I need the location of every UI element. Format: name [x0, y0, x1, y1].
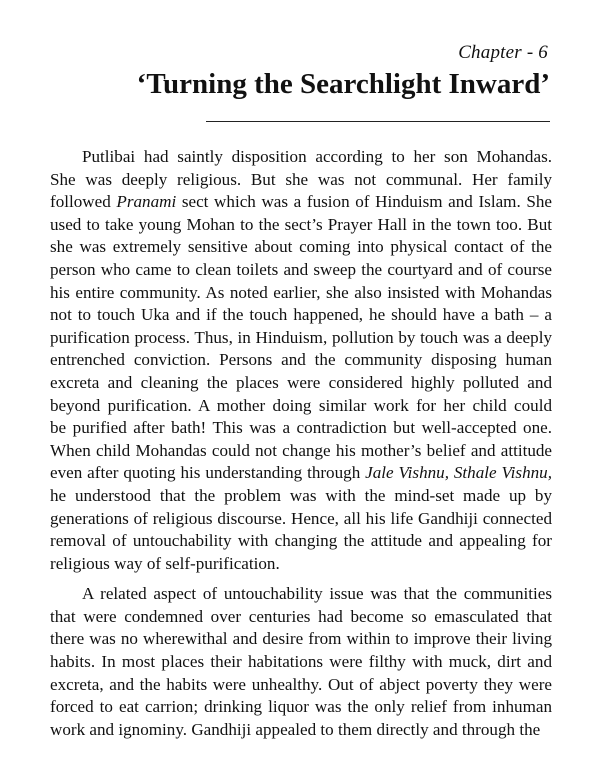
text-line: religious way of self-purification. [50, 553, 280, 573]
text-line: he understood that the problem was with the mind-set made up by [50, 485, 552, 505]
title-underline-rule [206, 121, 550, 122]
text-line: When child Mohandas could not change his mother’s belief and attitude [50, 440, 552, 460]
chapter-label: Chapter - 6 [458, 42, 548, 63]
text-line: followed Pranami sect which was a fusion of Hinduism and Islam. She [50, 192, 552, 212]
text-line: that were condemned over centuries had become so emasculated that [50, 606, 552, 626]
text-line: work and ignominy. Gandhiji appealed to them directly and through the [50, 719, 541, 739]
italic-term: Jale Vishnu, Sthale Vishnu, [365, 463, 552, 483]
text-line: his entire community. As noted earlier, she also insisted with Mohandas [50, 282, 552, 302]
text-line: there was no wherewithal and desire from within to improve their living [50, 629, 552, 649]
text-line: even after quoting his understanding through Jale Vishnu, Sthale Vishnu, [50, 463, 552, 483]
text-line: purification process. Thus, in Hinduism, pollution by touch was a deeply [50, 327, 552, 347]
chapter-title: ‘Turning the Searchlight Inward’ [136, 68, 550, 100]
text-line: excreta and cleaning the places were considered highly polluted and [50, 372, 552, 392]
text-line: person who came to clean toilets and sweep the courtyard and of course [50, 259, 552, 279]
text-line: entrenched conviction. Persons and the community disposing human [50, 350, 552, 370]
text-line: not to touch Uka and if the touch happened, he should have a bath – a [50, 305, 552, 325]
text-line: forced to eat carrion; drinking liquor was the only relief from inhuman [50, 697, 552, 717]
text-line: A related aspect of untouchability issue was that the communities [82, 584, 552, 604]
text-line: Putlibai had saintly disposition according to her son Mohandas. [82, 147, 552, 166]
text-line: used to take young Mohan to the sect’s Prayer Hall in the town too. But [50, 214, 552, 234]
text-line: habits. In most places their habitations were filthy with muck, dirt and [50, 652, 552, 672]
text-line: beyond purification. A mother doing similar work for her child could [50, 395, 552, 415]
text-line: be purified after bath! This was a contradiction but well-accepted one. [50, 418, 552, 438]
text-line: removal of untouchability with changing the attitude and appealing for [50, 531, 552, 551]
paragraph [50, 146, 552, 575]
text-line: excreta, and the habits were unhealthy. Out of abject poverty they were [50, 674, 552, 694]
chapter-body [50, 146, 552, 741]
text-line: she was extremely sensitive about coming into physical contact of the [50, 237, 552, 257]
paragraph [50, 583, 552, 741]
text-line: She was deeply religious. But she was not communal. Her family [50, 169, 552, 189]
text-line: generations of religious discourse. Hence, all his life Gandhiji connected [50, 508, 552, 528]
italic-term: Pranami [116, 192, 177, 212]
